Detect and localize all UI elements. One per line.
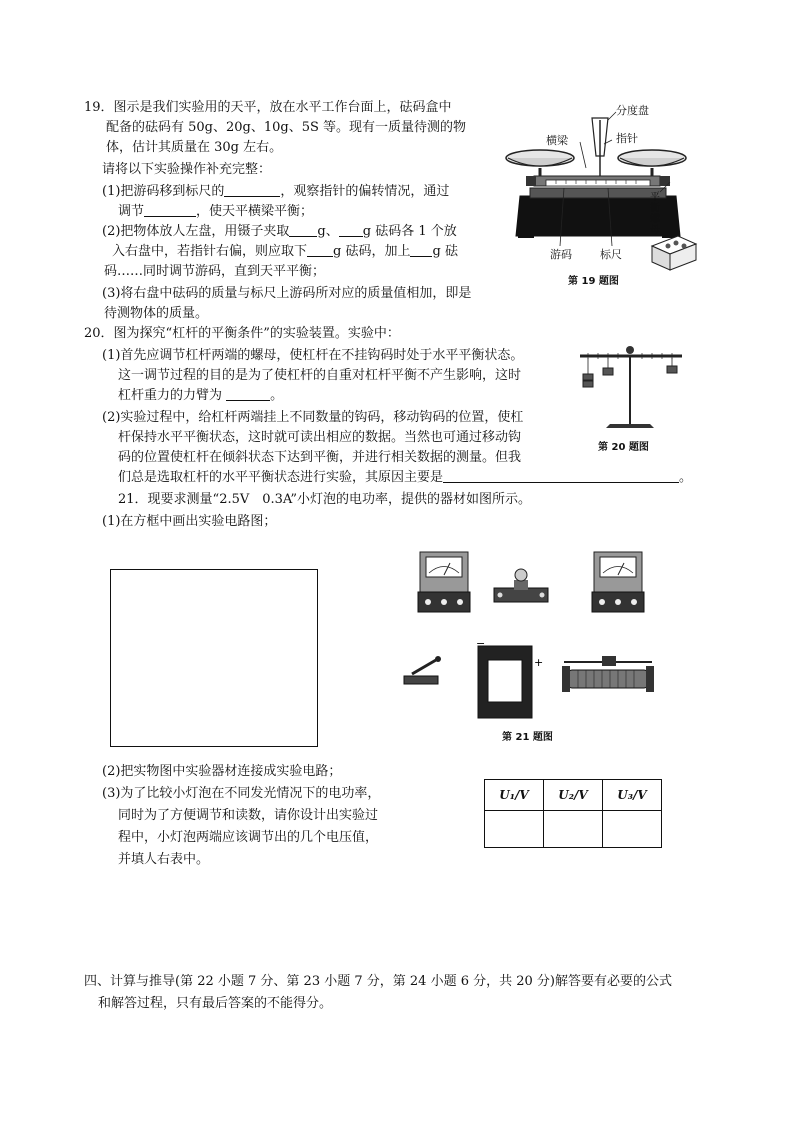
label-nut: 平衡螺母 [650,192,660,236]
q20-s1d: 。 [270,388,284,403]
q21-step3-line1: (3)为了比较小灯泡在不同发光情况下的电功率， [102,786,381,801]
table-header-u2: U₂/V [544,780,603,811]
lever-illustration [576,340,686,435]
q20-step2-line3: 码的位置使杠杆在倾斜状态下达到平衡，并进行相关数据的测量。但我 [118,450,522,465]
q20-step1-line3 [118,386,283,406]
q19-s2e: g 砝码，加上 [333,244,411,259]
table-cell-u1[interactable] [485,811,544,848]
q19-s1c: 调节 [118,204,145,219]
q20-s1c: 杠杆重力的力臂为 [118,388,223,403]
q21-step2: (2)把实物图中实验器材连接成实验电路； [102,764,342,779]
label-beam: 横梁 [546,134,568,147]
table-cell-u2[interactable] [544,811,603,848]
q19-step1-line1 [102,182,449,202]
q19-step2-line1 [102,222,457,242]
q21-step3-line2: 同时为了方便调节和读数，请你设计出实验过 [118,808,379,823]
q19-s1a: (1)把游码移到标尺的 [102,184,225,199]
q21-step3-line3: 程中，小灯泡两端应该调节出的几个电压值， [118,830,379,845]
battery-minus: − [476,637,486,650]
balance-figure [500,96,700,291]
answer-blank[interactable] [443,468,679,483]
voltage-table [484,779,662,848]
label-dial: 分度盘 [616,104,649,117]
table-header-row [485,780,662,811]
q21-step3-line4: 并填人右表中。 [118,852,210,867]
q19-step2-line2 [112,242,458,262]
q20-s2e: 。 [679,470,693,485]
q19-step3-line2: 待测物体的质量。 [104,306,209,321]
label-rider: 游码 [550,248,572,261]
q19-s2b: g、 [317,224,339,239]
q20-s2d: 们总是选取杠杆的水平平衡状态进行实验，其原因主要是 [118,470,444,485]
answer-blank[interactable] [339,222,363,237]
section4-line2: 和解答过程，只有最后答案的不能得分。 [98,996,333,1011]
lever-figure [576,340,686,452]
q21-line1: 21．现要求测量“2.5V 0.3A”小灯泡的电功率，提供的器材如图所示。 [118,492,532,507]
q19-line2: 配备的砝码有 50g、20g、10g、5S 等。现有一质量待测的物 [106,120,467,135]
q20-step2-line2: 杆保持水平平衡状态，这时就可读出相应的数据。当然也可通过移动钩 [118,430,522,445]
label-scale: 标尺 [600,248,622,261]
table-header-u1: U₁/V [485,780,544,811]
circuit-drawing-box[interactable] [110,569,318,747]
equipment-illustration [398,548,660,728]
table-header-u3: U₃/V [603,780,662,811]
q19-step2-line3: 码……同时调节游码，直到天平平衡； [104,264,326,279]
table-cell-u3[interactable] [603,811,662,848]
answer-blank[interactable] [307,242,333,257]
fig19-caption: 第 19 题图 [568,276,619,287]
label-pointer: 指针 [616,132,638,145]
q19-s2a: (2)把物体放人左盘，用镊子夹取 [102,224,290,239]
q19-s2f: g 砝 [432,244,458,259]
q20-line1: 20．图为探究“杠杆的平衡条件”的实验装置。实验中： [84,326,400,341]
q19-line3: 体，估计其质量在 30g 左右。 [106,140,283,155]
q19-s2d: 入右盘中，若指针右偏，则应取下 [112,244,308,259]
equipment-figure [398,548,660,744]
fig20-caption: 第 20 题图 [598,442,649,453]
q20-step2-line4 [118,468,692,488]
q19-instruction: 请将以下实验操作补充完整： [102,162,272,177]
table-row [485,811,662,848]
answer-blank[interactable] [410,242,432,257]
q19-s1d: ，使天平横梁平衡； [196,204,314,219]
answer-blank[interactable] [144,202,196,217]
q20-step1-line1: (1)首先应调节杠杆两端的螺母，使杠杆在不挂钩码时处于水平平衡状态。 [102,348,524,363]
q19-step1-line2 [118,202,313,222]
q19-step3-line1: (3)将右盘中砝码的质量与标尺上游码所对应的质量值相加，即是 [102,286,472,301]
answer-blank[interactable] [226,386,270,401]
fig21-caption: 第 21 题图 [502,732,553,743]
answer-blank[interactable] [224,182,280,197]
q19-s2c: g 砝码各 1 个放 [362,224,457,239]
battery-plus: + [534,656,544,669]
q20-step1-line2: 这一调节过程的目的是为了使杠杆的自重对杠杆平衡不产生影响，这时 [118,368,522,383]
q20-step2-line1: (2)实验过程中，给杠杆两端挂上不同数量的钩码，移动钩码的位置，使杠 [102,410,524,425]
q21-step1: (1)在方框中画出实验电路图； [102,514,277,529]
q19-s1b: ，观察指针的偏转情况，通过 [280,184,450,199]
q19-line1: 19．图示是我们实验用的天平，放在水平工作台面上，砝码盒中 [84,100,452,115]
section4-line1: 四、计算与推导(第 22 小题 7 分、第 23 小题 7 分，第 24 小题 6 分，共 20 分)解答要有必要的公式 [84,974,672,989]
answer-blank[interactable] [289,222,317,237]
